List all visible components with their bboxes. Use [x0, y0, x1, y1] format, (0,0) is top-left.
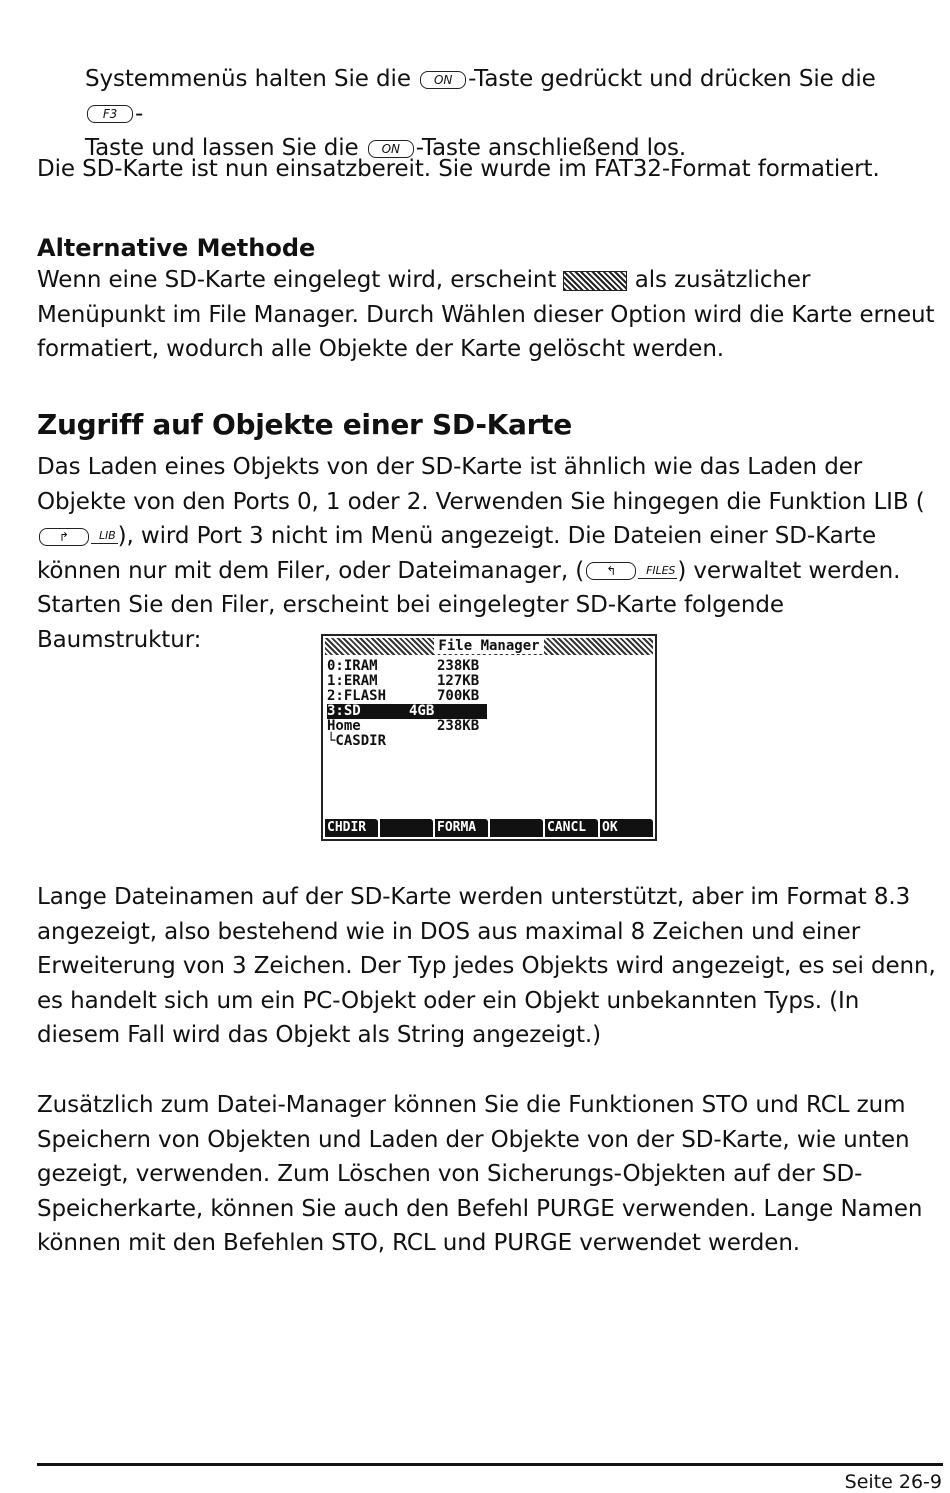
screen-row: 2:FLASH 700KB — [327, 688, 480, 704]
sto-rcl-paragraph: Zusätzlich zum Datei-Manager können Sie die Funktionen STO und RCL zum Speichern von Objekten und Laden der Objekte von der SD-Karte, wie unten gezeigt, verwenden. Zum Löschen von Sicherungs-Objekten auf der SD-Speicherkarte, können Sie auch den Befehl PURGE verwenden. Lange Namen können mit den Befehlen STO, RCL und PURGE verwendet werden. — [37, 1092, 923, 1256]
format-menu-icon — [563, 271, 627, 291]
alt-text: als zusätzlicher Menüpunkt im File Manager. Durch Wählen dieser Option wird die Karte erneut formatiert, wodurch alle Objekte der Karte gelöscht werden. — [37, 267, 935, 362]
alternative-method-heading: Alternative Methode — [37, 234, 316, 262]
on-key-icon: ON — [420, 71, 466, 89]
softkey-chdir: CHDIR — [325, 819, 378, 837]
screen-softkey-menu — [325, 819, 653, 837]
screen-row: 0:IRAM 238KB — [327, 658, 480, 674]
files-label: FILES — [638, 564, 677, 579]
intro-text: Systemmenüs halten Sie die — [85, 66, 419, 92]
intro-paragraph — [85, 62, 925, 166]
screen-row: └CASDIR — [327, 733, 387, 749]
calculator-screen — [321, 634, 657, 841]
page-number: Seite 26-9 — [844, 1471, 942, 1493]
right-shift-key-icon: ↱ — [39, 528, 89, 546]
footer-rule — [37, 1463, 943, 1466]
ready-paragraph: Die SD-Karte ist nun einsatzbereit. Sie wurde im FAT32-Format formatiert. — [37, 156, 880, 182]
long-names-paragraph: Lange Dateinamen auf der SD-Karte werden unterstützt, aber im Format 8.3 angezeigt, also bestehend wie in DOS aus maximal 8 Zeichen und einer Erweiterung von 3 Zeichen. Der Typ jedes Objekts wird angezeigt, es sei denn, es handelt sich um ein PC-Objekt oder ein Objekt unbekannten Typs. (In diesem Fall wird das Objekt als String angezeigt.) — [37, 884, 936, 1048]
softkey-forma: FORMA — [435, 819, 488, 837]
screen-row: Home 238KB — [327, 718, 480, 734]
screen-row-selected: 3:SD 4GB — [327, 704, 487, 719]
on-key-icon: ON — [368, 140, 414, 158]
screen-title: File Manager — [325, 638, 653, 655]
softkey-ok: OK — [600, 819, 653, 837]
left-shift-key-icon: ↰ — [586, 562, 636, 580]
intro-text: Taste und lassen Sie die — [85, 135, 366, 161]
access-text: ) verwaltet werden. Starten Sie den Filer, erscheint bei eingelegter SD-Karte folgende Baumstruktur: — [37, 557, 901, 653]
intro-text: - — [135, 100, 144, 127]
section-heading: Zugriff auf Objekte einer SD-Karte — [37, 408, 572, 441]
softkey-empty — [490, 819, 543, 837]
alternative-method-paragraph — [37, 263, 942, 367]
softkey-empty — [380, 819, 433, 837]
intro-text: -Taste anschließend los. — [415, 135, 687, 161]
screen-row: 1:ERAM 127KB — [327, 673, 480, 689]
lib-label: LIB — [91, 529, 118, 544]
alt-text: Wenn eine SD-Karte eingelegt wird, erscheint — [37, 267, 564, 293]
access-text: Das Laden eines Objekts von der SD-Karte ist ähnlich wie das Laden der Objekte von den Ports 0, 1 oder 2. Verwenden Sie hingegen die Funktion LIB ( — [37, 454, 925, 515]
softkey-cancl: CANCL — [545, 819, 598, 837]
access-text: ), wird Port 3 nicht im Menü angezeigt. Die Dateien einer SD-Karte können nur mit dem Filer, oder Dateimanager, ( — [37, 523, 877, 584]
access-paragraph — [37, 450, 942, 657]
intro-text: -Taste gedrückt und drücken Sie die — [468, 66, 876, 92]
f3-key-icon: F3 — [87, 105, 133, 123]
